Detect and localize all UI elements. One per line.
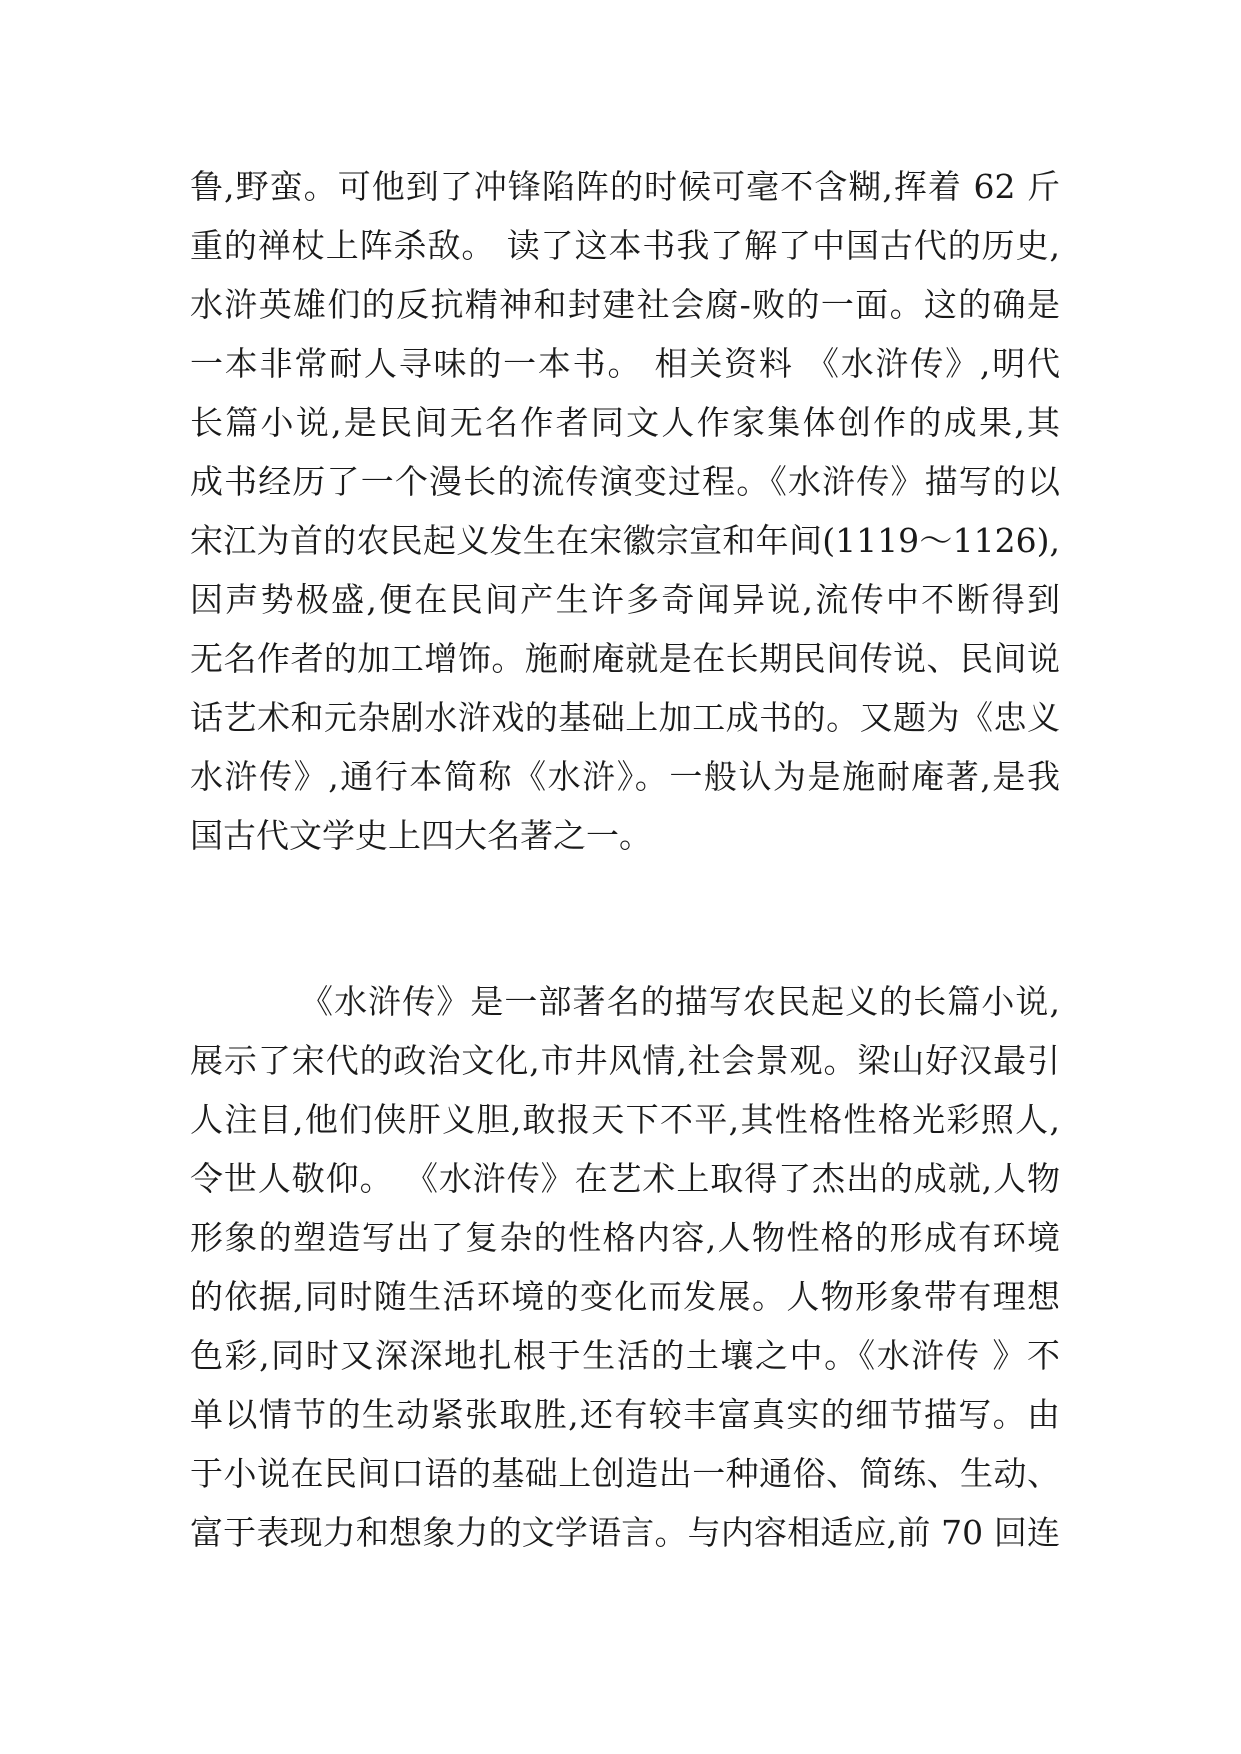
text-line: 人注目,他们侠肝义胆,敢报天下不平,其性格性格光彩照人, — [190, 1100, 1060, 1139]
text-line: 水浒英雄们的反抗精神和封建社会腐-败的一面。这的确是 — [190, 285, 1060, 324]
text-line: 话艺术和元杂剧水浒戏的基础上加工成书的。又题为《忠义 — [190, 698, 1060, 737]
text-line: 一本非常耐人寻味的一本书。 相关资料 《水浒传》,明代 — [190, 344, 1060, 383]
text-line: 单以情节的生动紧张取胜,还有较丰富真实的细节描写。由 — [190, 1395, 1060, 1434]
text-line: 长篇小说,是民间无名作者同文人作家集体创作的成果,其 — [190, 403, 1060, 442]
text-line: 因声势极盛,便在民间产生许多奇闻异说,流传中不断得到 — [190, 580, 1060, 619]
text-line: 于小说在民间口语的基础上创造出一种通俗、简练、生动、 — [190, 1454, 1060, 1493]
text-line: 鲁,野蛮。可他到了冲锋陷阵的时候可毫不含糊,挥着 62 斤 — [190, 167, 1060, 206]
text-line: 色彩,同时又深深地扎根于生活的土壤之中。《水浒传 》不 — [190, 1336, 1060, 1375]
text-line: 令世人敬仰。 《水浒传》在艺术上取得了杰出的成就,人物 — [190, 1159, 1060, 1198]
text-line: 富于表现力和想象力的文学语言。与内容相适应,前 70 回连 — [190, 1513, 1060, 1552]
text-line-indented: 《水浒传》是一部著名的描写农民起义的长篇小说, — [300, 982, 1060, 1021]
text-line: 形象的塑造写出了复杂的性格内容,人物性格的形成有环境 — [190, 1218, 1060, 1257]
text-line: 国古代文学史上四大名著之一。 — [190, 816, 652, 855]
text-line: 无名作者的加工增饰。施耐庵就是在长期民间传说、民间说 — [190, 639, 1060, 678]
text-line: 水浒传》,通行本简称《水浒》。一般认为是施耐庵著,是我 — [190, 757, 1060, 796]
text-line: 成书经历了一个漫长的流传演变过程。《水浒传》描写的以 — [190, 462, 1060, 501]
text-line: 宋江为首的农民起义发生在宋徽宗宣和年间(1119～1126), — [190, 521, 1060, 560]
text-line: 重的禅杖上阵杀敌。 读了这本书我了解了中国古代的历史, — [190, 226, 1060, 265]
text-line: 的依据,同时随生活环境的变化而发展。人物形象带有理想 — [190, 1277, 1060, 1316]
text-line: 展示了宋代的政治文化,市井风情,社会景观。梁山好汉最引 — [190, 1041, 1060, 1080]
